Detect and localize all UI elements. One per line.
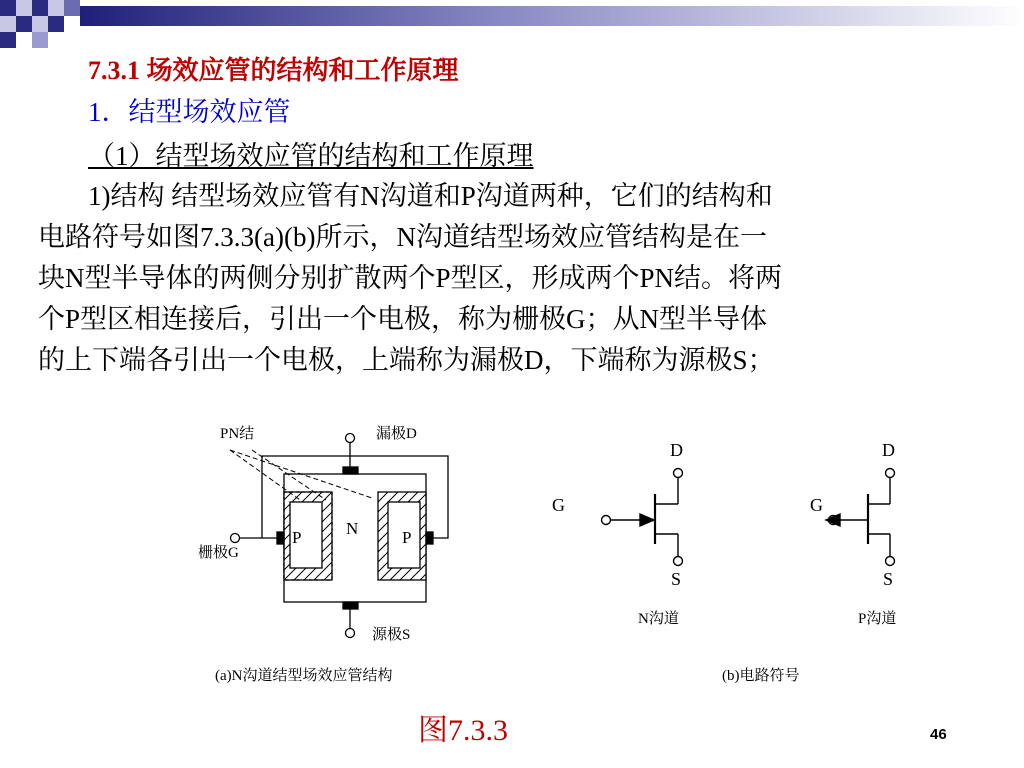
p-channel-symbol — [826, 469, 895, 566]
n-channel-label: N沟道 — [638, 611, 679, 627]
gate-label: 栅极G — [198, 545, 239, 561]
source-contact — [343, 602, 358, 609]
p-channel-label: P沟道 — [858, 611, 897, 627]
p-gate-label: G — [810, 495, 823, 515]
figure-caption: 图7.3.3 — [418, 714, 508, 747]
pn-pointer-1 — [230, 450, 300, 500]
pn-junction-label: PN结 — [220, 426, 255, 442]
n-source-label: S — [671, 569, 682, 589]
subsection-heading: 1．结型场效应管 — [88, 97, 291, 127]
paragraph-line: 1)结构 结型场效应管有N沟道和P沟道两种，它们的结构和 — [88, 181, 773, 211]
structure-caption: (a)N沟道结型场效应管结构 — [215, 668, 393, 684]
gate-terminal — [231, 534, 240, 543]
paragraph-line: 块N型半导体的两侧分别扩散两个P型区，形成两个PN结。将两 — [38, 263, 783, 293]
paragraph-line: 的上下端各引出一个电极，上端称为漏极D，下端称为源极S； — [38, 345, 775, 375]
n-source-terminal — [674, 557, 683, 566]
topic-heading — [88, 134, 534, 173]
gate-contact-right — [426, 532, 433, 544]
drain-label: 漏极D — [376, 426, 417, 442]
symbol-labels — [552, 440, 896, 684]
page-number: 46 — [930, 726, 947, 743]
source-label: 源极S — [372, 627, 411, 643]
n-gate-label: G — [552, 495, 565, 515]
corner-decoration — [0, 0, 1024, 48]
drain-contact — [343, 467, 358, 474]
paragraph-line: 电路符号如图7.3.3(a)(b)所示，N沟道结型场效应管结构是在一 — [38, 222, 767, 252]
p-right-label: P — [402, 528, 412, 547]
p-source-terminal — [886, 557, 895, 566]
n-drain-label: D — [670, 440, 683, 460]
symbols-caption: (b)电路符号 — [722, 668, 800, 684]
n-drain-terminal — [674, 469, 683, 478]
paragraph-line: 个P型区相连接后，引出一个电极，称为栅极G；从N型半导体 — [38, 304, 768, 334]
n-gate-arrow — [640, 514, 654, 526]
n-region-label: N — [346, 519, 359, 538]
p-drain-terminal — [886, 469, 895, 478]
jfet-figure — [0, 395, 1024, 700]
source-terminal — [346, 629, 355, 638]
topic-heading-text: （1）结型场效应管的结构和工作原理 — [88, 141, 534, 171]
n-channel-symbol — [602, 469, 683, 566]
p-source-label: S — [883, 569, 894, 589]
gate-contact-left — [277, 532, 284, 544]
jfet-structure-diagram — [230, 434, 448, 638]
drain-terminal — [346, 434, 355, 443]
section-heading: 7.3.1 场效应管的结构和工作原理 — [88, 56, 459, 85]
p-drain-label: D — [882, 440, 895, 460]
p-left-label: P — [292, 528, 302, 547]
n-gate-terminal — [602, 516, 611, 525]
body-paragraph — [38, 176, 978, 381]
